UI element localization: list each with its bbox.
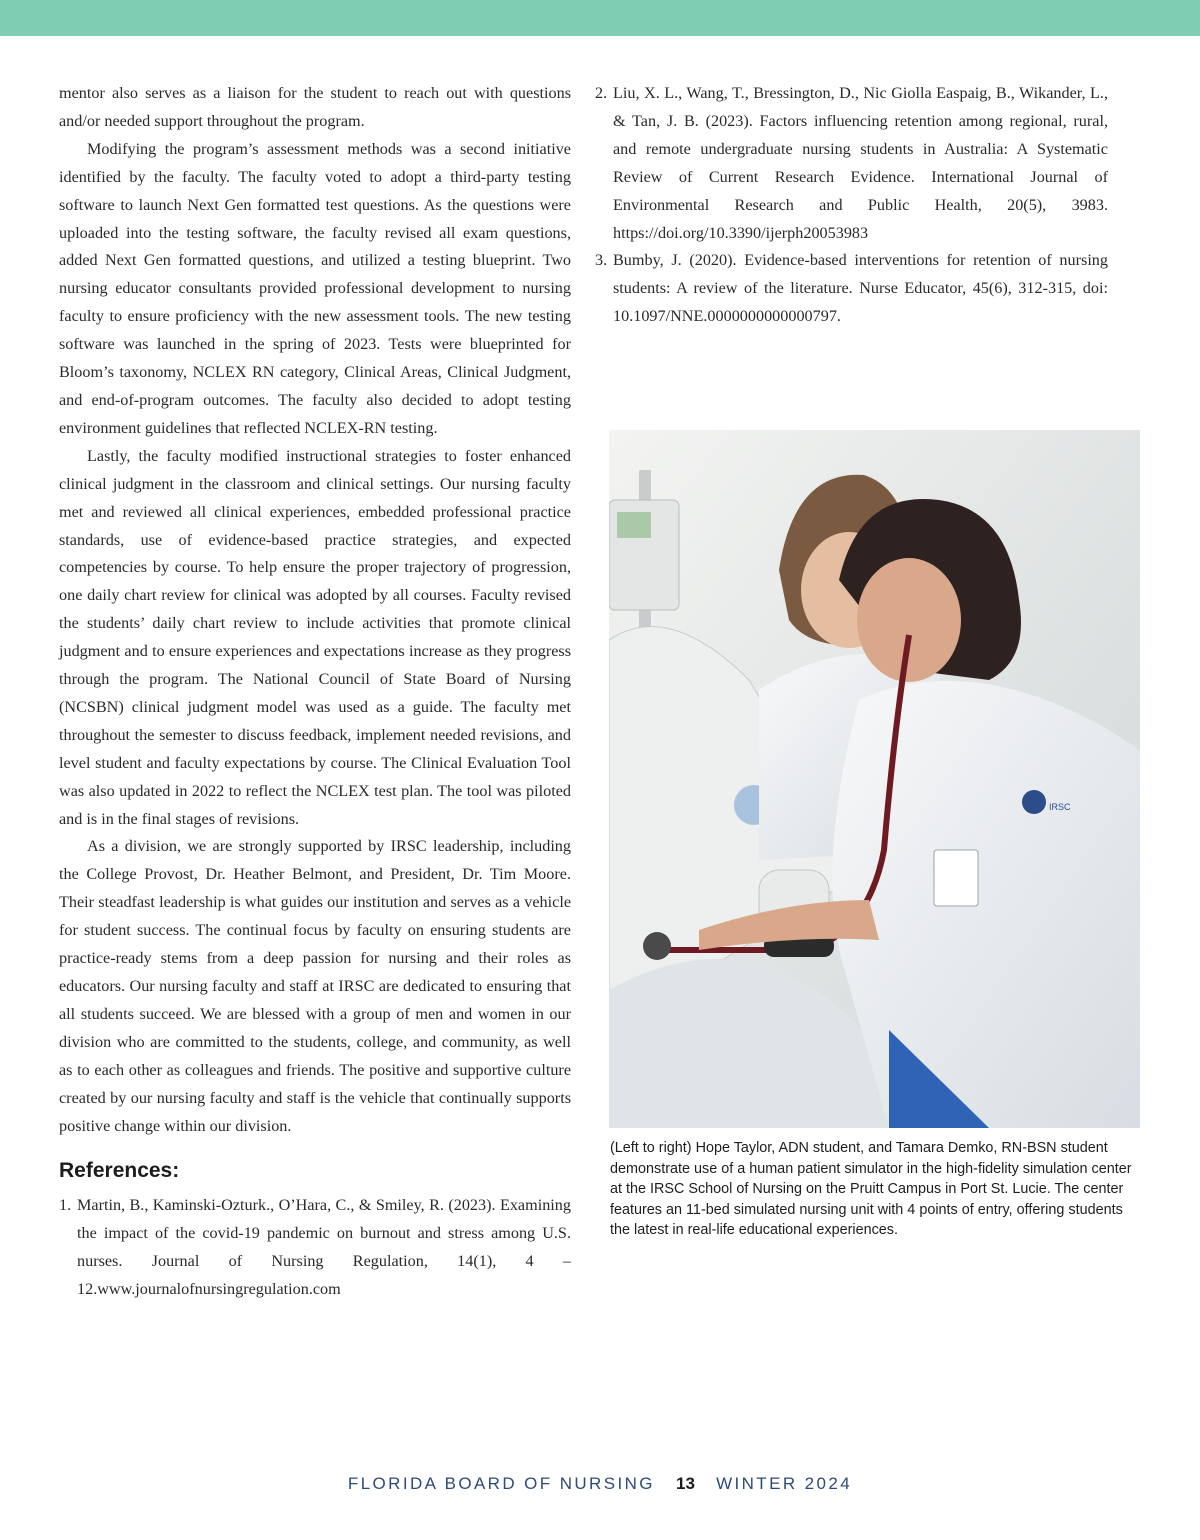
- reference-item-3: [595, 247, 1108, 331]
- scrubs-logo-icon: [1022, 790, 1046, 814]
- student-scrubs-front: [832, 681, 1140, 1128]
- photo-caption: (Left to right) Hope Taylor, ADN student, and Tamara Demko, RN-BSN student demonstrate use of a human patient simulator in the high-fidelity simulation center at the IRSC School of Nursing on the Pruitt Campus in Port St. Lucie. The center features an 11-bed simulated nursing unit with 4 points of entry, offering students the latest in real-life educational experiences.: [610, 1140, 1132, 1238]
- student-face-front: [857, 558, 961, 682]
- references-list-left: [59, 1192, 571, 1304]
- photo-illustration: [609, 430, 1140, 1128]
- reference-text: Bumby, J. (2020). Evidence-based interventions for retention of nursing students: A review of the literature. Nurse Educator, 45(6), 312-315, doi: 10.1097/NNE.0000000000000797.: [613, 251, 1108, 326]
- pump-screen: [617, 512, 651, 538]
- reference-number: 1.: [59, 1196, 72, 1215]
- references-list-right: [595, 80, 1108, 331]
- page-footer: [0, 1474, 1200, 1494]
- body-paragraph-1: mentor also serves as a liaison for the student to reach out with questions and/or needed support throughout the program.: [59, 84, 571, 130]
- footer-publication: FLORIDA BOARD OF NURSING: [347, 1474, 655, 1493]
- stethoscope-chestpiece: [643, 932, 671, 960]
- reference-item-1: [59, 1192, 571, 1304]
- reference-item-2: [595, 80, 1108, 247]
- body-paragraph-2: Modifying the program’s assessment methods was a second initiative identified by the faculty. The faculty voted to adopt a third-party testing software to launch Next Gen formatted test questions. As the questions were uploaded into the testing software, the faculty revised all exam questions, added Next Gen formatted questions, and utilized a testing blueprint. Two nursing educator consultants provided professional development to nursing faculty to ensure proficiency with the new assessment tools. The new testing software was launched in the spring of 2023. Tests were blueprinted for Bloom’s taxonomy, NCLEX RN category, Clinical Areas, Clinical Judgment, and end-of-program outcomes. The faculty also decided to adopt testing environment guidelines that reflected NCLEX-RN testing.: [59, 139, 571, 437]
- reference-number: 3.: [595, 251, 608, 270]
- top-color-band: [0, 0, 1200, 36]
- scrubs-logo-text: IRSC: [1049, 802, 1071, 812]
- reference-text: Martin, B., Kaminski-Ozturk., O’Hara, C., & Smiley, R. (2023). Examining the impact of the covid-19 pandemic on burnout and stress among U.S. nurses. Journal of Nursing Regulation, 14(1), 4 – 12.www.journalofnursingregulation.com: [77, 1196, 571, 1299]
- footer-issue: WINTER 2024: [716, 1474, 853, 1493]
- right-column: [595, 80, 1108, 331]
- nursing-simulation-photo: [609, 430, 1140, 1128]
- references-heading: References:: [59, 1159, 180, 1183]
- body-paragraph-3: Lastly, the faculty modified instructional strategies to foster enhanced clinical judgment in the classroom and clinical settings. Our nursing faculty met and reviewed all clinical experiences, embedded professional practice standards, use of evidence-based practice strategies, and expected competencies by course. To help ensure the proper trajectory of progression, one daily chart review for clinical was adopted by all courses. Faculty revised the students’ daily chart review to include activities that promote clinical judgment and to ensure experiences and expectations increase as they progress through the program. The National Council of State Board of Nursing (NCSBN) clinical judgment model was used as a guide. The faculty met throughout the semester to discuss feedback, implement needed revisions, and level student and faculty expectations by course. The Clinical Evaluation Tool was also updated in 2022 to reflect the NCLEX test plan. The tool was piloted and is in the final stages of revisions.: [59, 446, 571, 828]
- left-column: [59, 80, 571, 1304]
- reference-text: Liu, X. L., Wang, T., Bressington, D., Nic Giolla Easpaig, B., Wikander, L., & Tan, J. B. (2023). Factors influencing retention among regional, rural, and remote undergraduate nursing students in Australia: A Systematic Review of Current Research Evidence. International Journal of Environmental Research and Public Health, 20(5), 3983. https://doi.org/10.3390/ijerph20053983: [613, 84, 1108, 242]
- id-badge: [934, 850, 978, 906]
- body-paragraph-4: As a division, we are strongly supported by IRSC leadership, including the College Provost, Dr. Heather Belmont, and President, Dr. Tim Moore. Their steadfast leadership is what guides our institution and serves as a vehicle for student success. The continual focus by faculty on ensuring students are practice-ready stems from a deep passion for nursing and their roles as educators. Our nursing faculty and staff at IRSC are dedicated to ensuring that all students succeed. We are blessed with a group of men and women in our division who are committed to the students, college, and community, as well as to each other as colleagues and friends. The positive and supportive culture created by our nursing faculty and staff is the vehicle that continually supports positive change within our division.: [59, 837, 571, 1135]
- reference-number: 2.: [595, 84, 608, 102]
- footer-page-number: 13: [676, 1474, 695, 1493]
